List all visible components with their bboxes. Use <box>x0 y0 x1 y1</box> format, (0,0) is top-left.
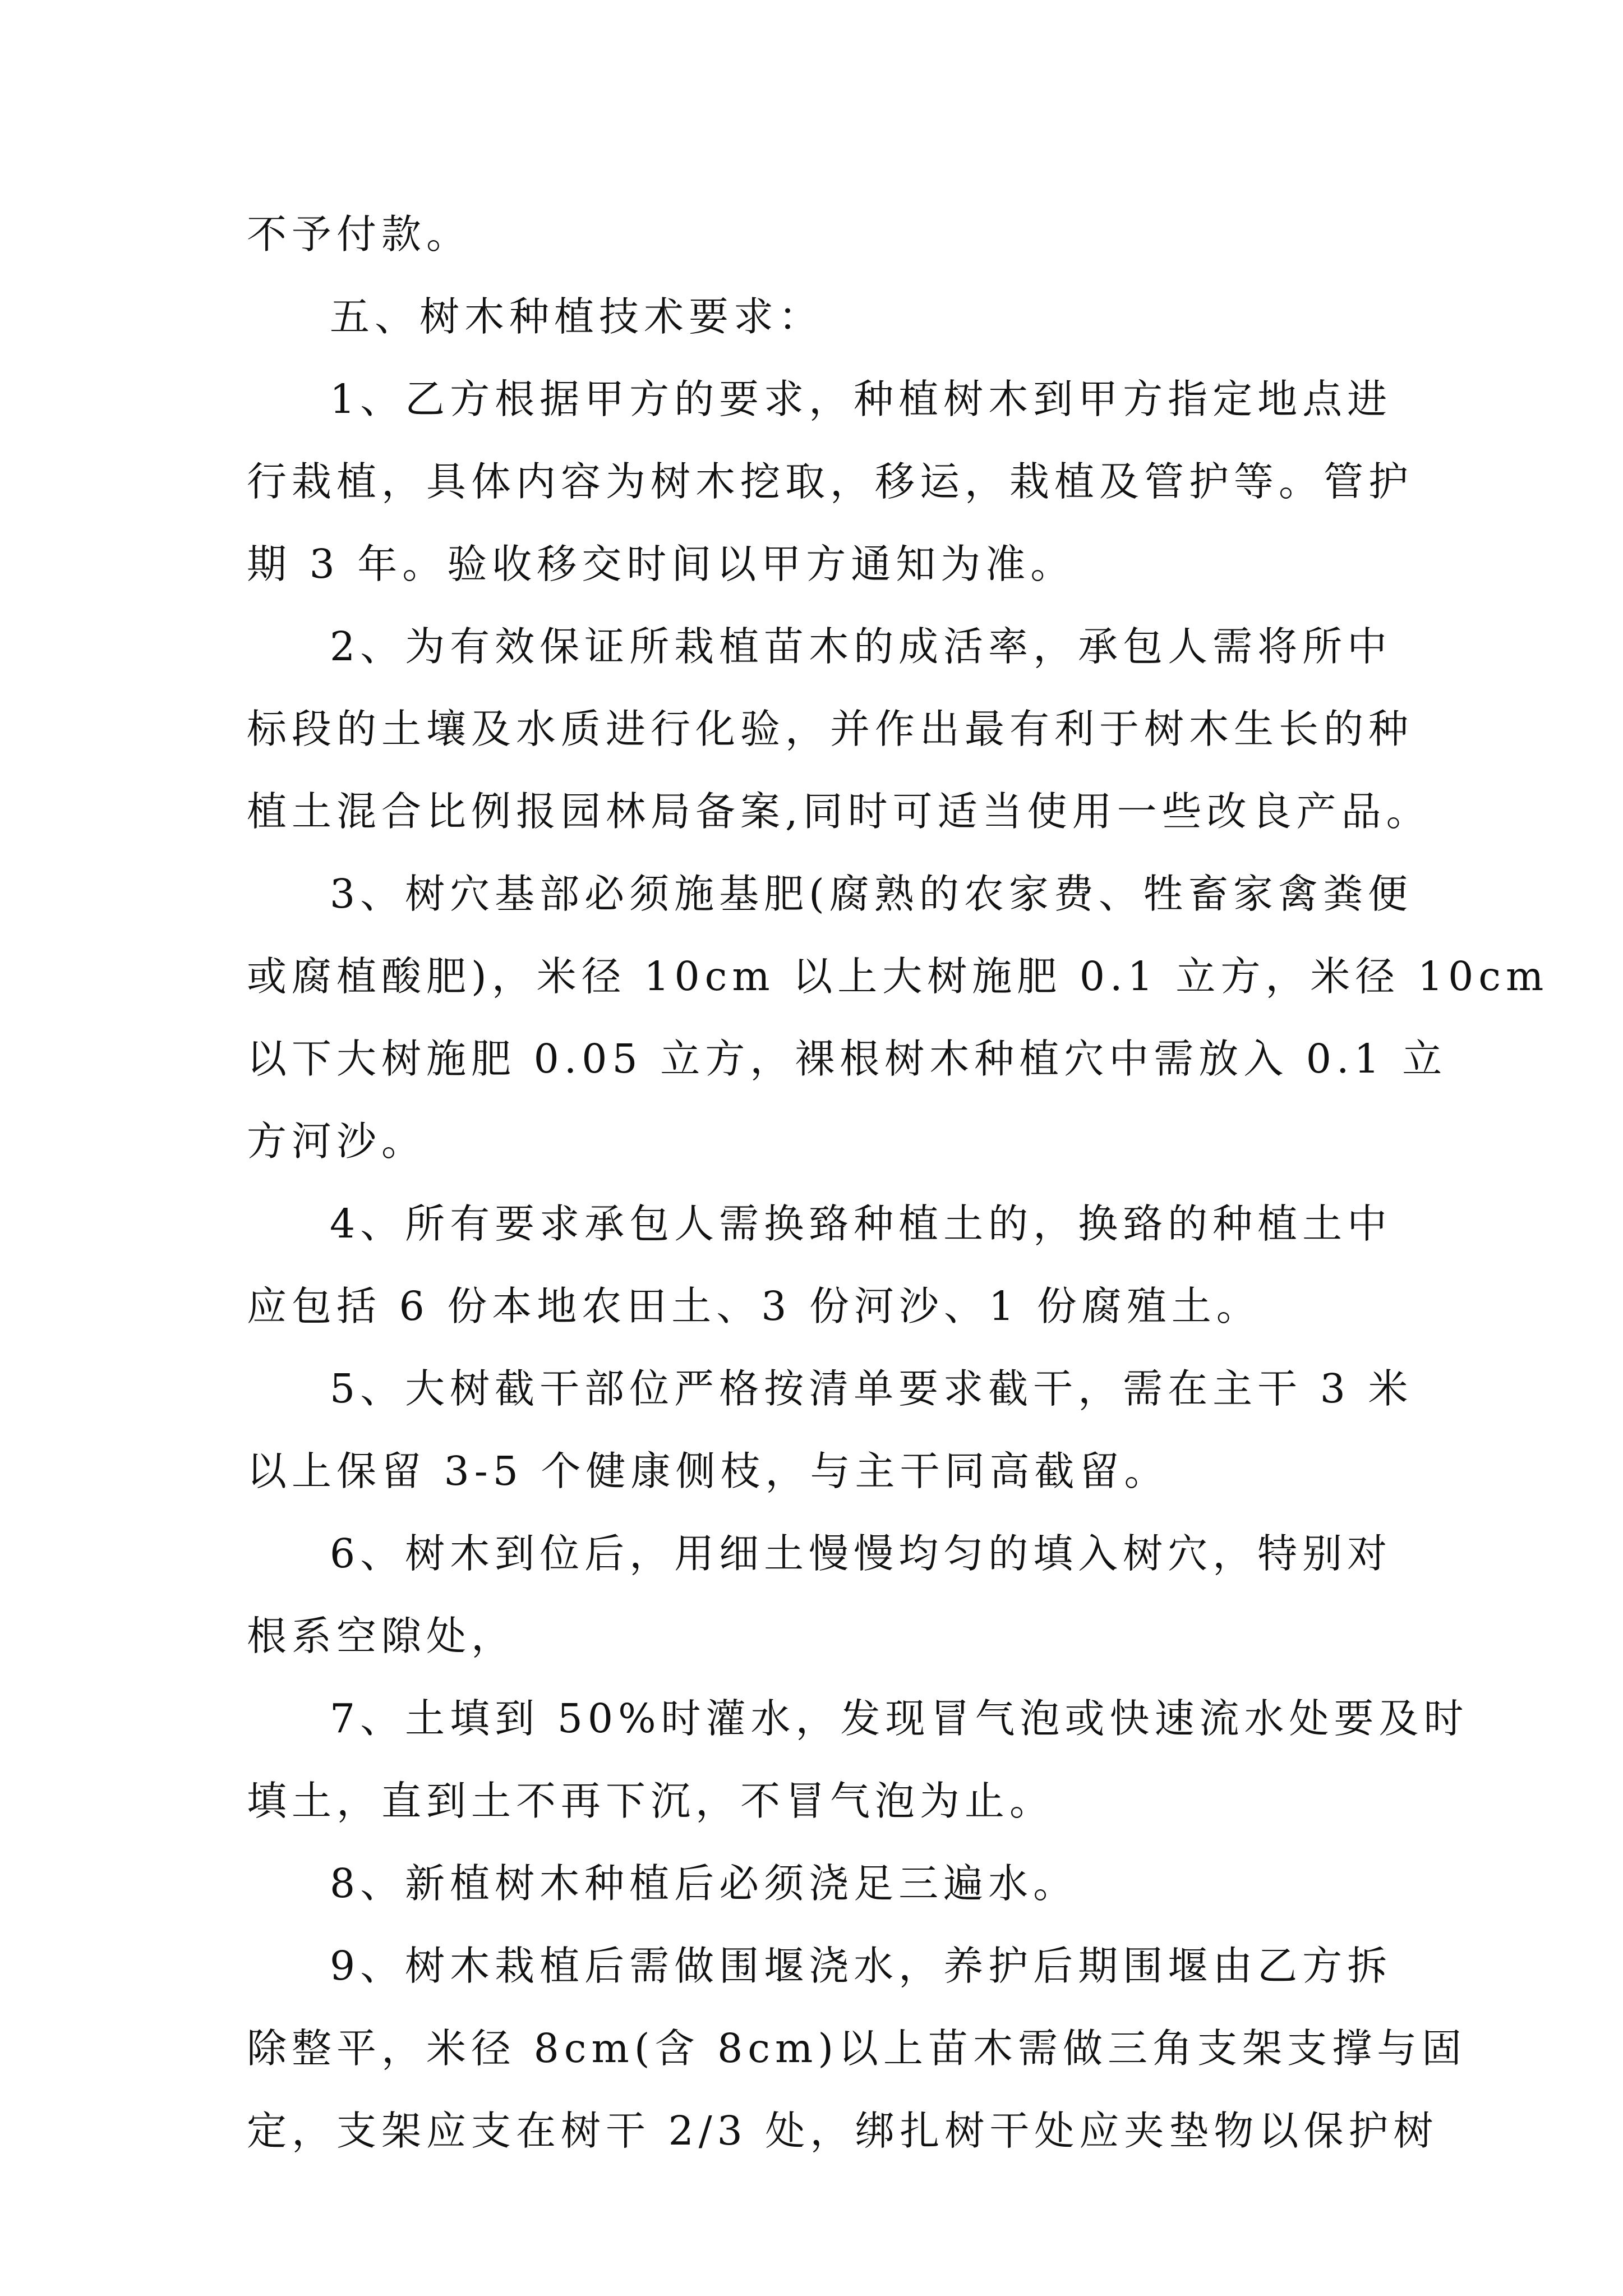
text-line: 期 3 年。验收移交时间以甲方通知为准。 <box>247 541 1076 587</box>
text-line: 4、所有要求承包人需换臵种植土的，换臵的种植土中 <box>330 1200 1393 1247</box>
text-line: 3、树穴基部必须施基肥(腐熟的农家费、牲畜家禽粪便 <box>330 871 1413 917</box>
text-line: 9、树木栽植后需做围堰浇水，养护后期围堰由乙方拆 <box>330 1943 1393 1989</box>
section-heading: 五、树木种植技术要求： <box>330 293 824 340</box>
text-line: 除整平，米径 8cm(含 8cm)以上苗木需做三角支架支撑与固 <box>247 2025 1467 2072</box>
text-line: 2、为有效保证所栽植苗木的成活率，承包人需将所中 <box>330 623 1393 670</box>
text-line: 标段的土壤及水质进行化验，并作出最有利于树木生长的种 <box>247 706 1414 752</box>
text-line: 或腐植酸肥)，米径 10cm 以上大树施肥 0.1 立方，米径 10cm <box>247 953 1549 1000</box>
text-line: 以上保留 3-5 个健康侧枝，与主干同高截留。 <box>247 1448 1169 1494</box>
text-line: 8、新植树木种植后必须浇足三遍水。 <box>330 1860 1078 1907</box>
text-line: 以下大树施肥 0.05 立方，裸根树木种植穴中需放入 0.1 立 <box>247 1036 1447 1082</box>
text-line: 方河沙。 <box>247 1118 427 1165</box>
text-line: 应包括 6 份本地农田土、3 份河沙、1 份腐殖土。 <box>247 1283 1261 1329</box>
text-line: 填土，直到土不再下沉，不冒气泡为止。 <box>247 1778 1055 1824</box>
text-line: 定，支架应支在树干 2/3 处，绑扎树干处应夹垫物以保护树 <box>247 2108 1438 2154</box>
text-line: 根系空隙处， <box>247 1613 517 1659</box>
text-line: 7、土填到 50%时灌水，发现冒气泡或快速流水处要及时 <box>330 1695 1469 1742</box>
text-line: 1、乙方根据甲方的要求，种植树木到甲方指定地点进 <box>330 376 1393 422</box>
text-line: 5、大树截干部位严格按清单要求截干，需在主干 3 米 <box>330 1365 1413 1412</box>
text-line: 不予付款。 <box>247 211 472 257</box>
text-line: 植土混合比例报园林局备案,同时可适当使用一些改良产品。 <box>247 788 1431 835</box>
text-line: 6、树木到位后，用细土慢慢均匀的填入树穴，特别对 <box>330 1530 1393 1577</box>
text-line: 行栽植，具体内容为树木挖取，移运，栽植及管护等。管护 <box>247 458 1414 505</box>
